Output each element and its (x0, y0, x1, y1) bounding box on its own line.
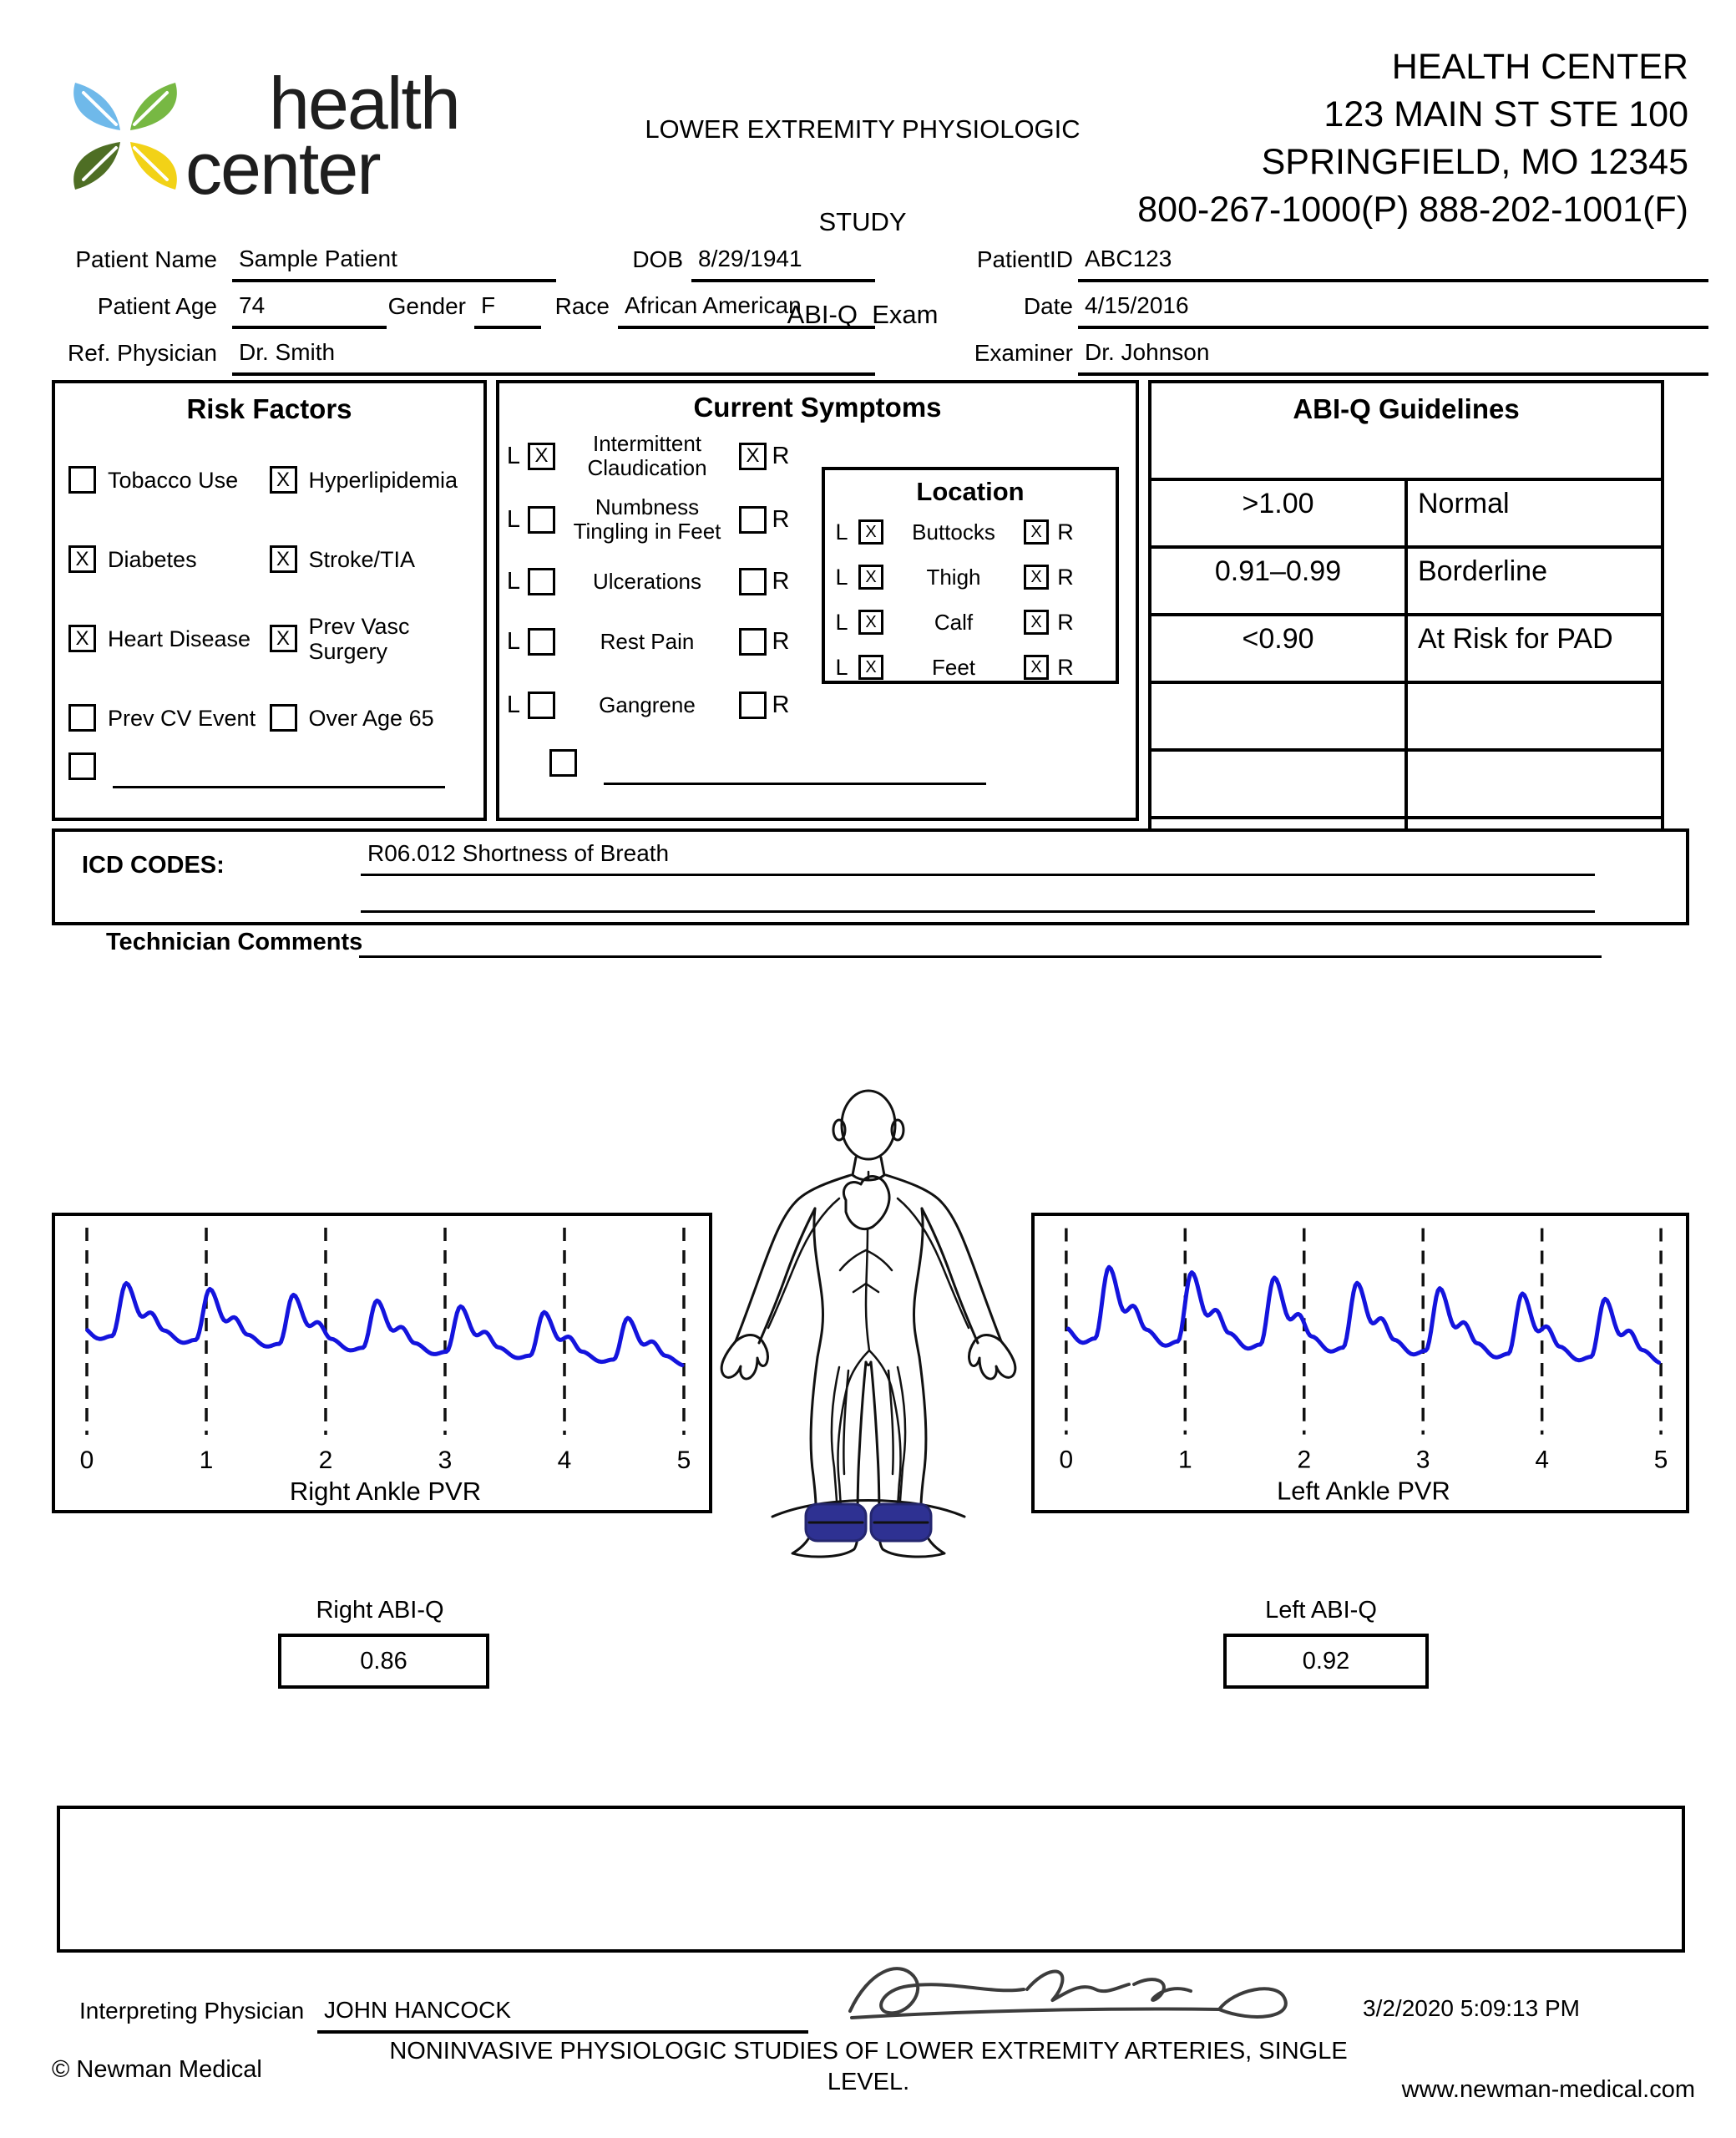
report-title-line2: STUDY (818, 207, 907, 236)
symptom-checkbox-other[interactable] (549, 749, 577, 777)
risk-checkbox-stroke-tia[interactable]: X (270, 545, 297, 573)
risk-other-field[interactable] (113, 752, 445, 788)
icd-line-1[interactable]: R06.012 Shortness of Breath (361, 835, 1595, 876)
symptom-label: Gangrene (599, 692, 696, 717)
symptom-row-numbness-tingling-in-feet (499, 490, 825, 549)
facility-address-block (1069, 43, 1688, 234)
symptom-checkbox-right-ulcerations[interactable] (739, 568, 767, 595)
current-symptoms-box (496, 380, 1139, 821)
guideline-meaning (1406, 750, 1663, 818)
left-abiq-label: Left ABI-Q (1265, 1597, 1377, 1624)
dob-field[interactable]: 8/29/1941 (691, 241, 875, 282)
x-tick-label: 4 (1535, 1446, 1549, 1474)
logo-word-center: center (185, 127, 380, 210)
guideline-range: >1.00 (1150, 479, 1406, 547)
patient-name-field[interactable]: Sample Patient (232, 241, 556, 282)
footer-disclaimer (351, 2036, 1386, 2098)
right-letter: R (1057, 654, 1074, 680)
guideline-row (1150, 479, 1663, 547)
risk-checkbox-diabetes[interactable]: X (68, 545, 96, 573)
report-title-line3: ABI-Q Exam (787, 300, 939, 329)
symptom-checkbox-right-numbness-tingling-in-feet[interactable] (739, 506, 767, 534)
ankle-cuffs (806, 1504, 931, 1541)
chart-title: Left Ankle PVR (1277, 1476, 1450, 1506)
right-letter: R (772, 691, 790, 718)
risk-label: Tobacco Use (108, 467, 239, 493)
x-tick-label: 2 (1297, 1446, 1312, 1474)
risk-item-tobacco-use (68, 466, 270, 494)
icd-codes-label: ICD CODES: (82, 852, 225, 879)
pvr-waveform (1068, 1267, 1658, 1362)
location-checkbox-right-feet[interactable]: X (1024, 655, 1049, 680)
current-symptoms-title: Current Symptoms (693, 392, 942, 423)
risk-item-diabetes (68, 545, 270, 573)
location-title: Location (916, 477, 1025, 506)
x-tick-label: 3 (438, 1446, 453, 1474)
risk-label: Diabetes (108, 546, 197, 572)
symptom-checkbox-left-numbness-tingling-in-feet[interactable] (528, 506, 555, 534)
right-ankle-pvr-chart-box (52, 1213, 712, 1513)
chart-title: Right Ankle PVR (289, 1477, 482, 1506)
risk-checkbox-prev-cv-event[interactable] (68, 704, 96, 732)
right-letter: R (1057, 609, 1074, 635)
x-tick-label: 5 (1653, 1446, 1668, 1474)
abiq-guidelines-title: ABI-Q Guidelines (1150, 382, 1663, 479)
risk-checkbox-tobacco-use[interactable] (68, 466, 96, 494)
facility-phone-line: 800-267-1000(P) 888-202-1001(F) (1137, 190, 1688, 230)
right-ankle-pvr-chart (55, 1216, 709, 1510)
guideline-meaning: Normal (1406, 479, 1663, 547)
x-tick-label: 0 (1059, 1446, 1074, 1474)
risk-item-stroke-tia (270, 545, 471, 573)
report-title-line1: LOWER EXTREMITY PHYSIOLOGIC (645, 114, 1081, 144)
patient-name-label: Patient Name (75, 246, 217, 272)
x-tick-label: 3 (1415, 1446, 1430, 1474)
patient-age-label: Patient Age (97, 293, 217, 319)
right-letter: R (1057, 564, 1074, 590)
left-letter: L (835, 609, 848, 635)
location-checkbox-right-calf[interactable]: X (1024, 610, 1049, 635)
ref-physician-field[interactable]: Dr. Smith (232, 334, 875, 376)
right-abiq-label: Right ABI-Q (316, 1597, 444, 1624)
guideline-row (1150, 750, 1663, 818)
location-checkbox-left-calf[interactable]: X (858, 610, 883, 635)
left-letter: L (506, 627, 521, 655)
symptom-label: Ulcerations (592, 568, 702, 594)
vascular-body-diagram (714, 1082, 1023, 1591)
risk-row (55, 440, 483, 519)
risk-row (55, 519, 483, 599)
risk-item-over-age-65 (270, 704, 471, 732)
guideline-range: 0.91–0.99 (1150, 547, 1406, 615)
risk-item-hyperlipidemia (270, 466, 471, 494)
symptom-checkbox-left-rest-pain[interactable] (528, 628, 555, 656)
race-field[interactable]: African American (618, 287, 875, 329)
symptom-row-ulcerations (499, 552, 825, 610)
risk-checkbox-prev-vasc-surgery[interactable]: X (270, 625, 297, 652)
left-letter: L (506, 505, 521, 533)
examiner-label: Examiner (974, 340, 1073, 366)
guideline-meaning: At Risk for PAD (1406, 615, 1663, 682)
x-tick-label: 1 (199, 1446, 214, 1474)
date-field[interactable]: 4/15/2016 (1078, 287, 1708, 329)
risk-label: Prev CV Event (108, 705, 256, 731)
symptom-row-intermittent-claudication (499, 427, 825, 485)
left-letter: L (835, 654, 848, 680)
risk-factors-box (52, 380, 487, 821)
symptom-label: Rest Pain (600, 628, 695, 654)
icd-line-2[interactable] (361, 875, 1595, 913)
location-box (822, 467, 1119, 684)
risk-label: Heart Disease (108, 626, 251, 651)
risk-row (55, 678, 483, 757)
pvr-waveform (88, 1284, 682, 1365)
guideline-range: <0.90 (1150, 615, 1406, 682)
race-label: Race (554, 293, 610, 319)
location-label: Thigh (926, 564, 981, 590)
location-label: Calf (934, 609, 974, 635)
patient-age-field[interactable]: 74 (232, 287, 387, 329)
risk-checkbox-hyperlipidemia[interactable]: X (270, 466, 297, 494)
health-center-logo-leaves-icon (65, 73, 190, 195)
signature-datetime: 3/2/2020 5:09:13 PM (1363, 1995, 1580, 2021)
x-tick-label: 4 (557, 1446, 572, 1474)
facility-name: HEALTH CENTER (1391, 47, 1688, 87)
left-letter: L (506, 691, 521, 718)
footer-disclaimer-line2: LEVEL. (827, 2069, 910, 2095)
gender-label: Gender (387, 293, 466, 319)
location-checkbox-left-buttocks[interactable]: X (858, 519, 883, 545)
right-letter: R (772, 505, 790, 533)
right-letter: R (772, 442, 790, 469)
guideline-range (1150, 750, 1406, 818)
location-checkbox-left-thigh[interactable]: X (858, 565, 883, 590)
risk-factors-rows (55, 440, 483, 757)
right-letter: R (772, 567, 790, 595)
guideline-range (1150, 682, 1406, 750)
icd-codes-box (52, 828, 1689, 925)
symptom-row-gangrene (499, 676, 825, 734)
physician-signature (827, 1946, 1328, 2042)
risk-item-prev-vasc-surgery (270, 614, 471, 664)
x-tick-label: 1 (1177, 1446, 1192, 1474)
risk-checkbox-over-age-65[interactable] (270, 704, 297, 732)
interpretation-comments-box[interactable] (57, 1806, 1685, 1953)
footer-copyright: © Newman Medical (52, 2056, 262, 2083)
right-abiq-value: 0.86 (278, 1634, 489, 1689)
location-row-feet (825, 649, 1116, 686)
left-ankle-pvr-chart-box (1031, 1213, 1689, 1513)
location-row-calf (825, 604, 1116, 641)
guideline-row (1150, 547, 1663, 615)
symptom-checkbox-right-gangrene[interactable] (739, 692, 767, 719)
risk-item-prev-cv-event (68, 704, 270, 732)
risk-label: Hyperlipidemia (308, 467, 458, 493)
technician-comments-label: Technician Comments (106, 929, 363, 955)
guideline-meaning (1406, 682, 1663, 750)
symptom-checkbox-right-intermittent-claudication[interactable]: X (739, 443, 767, 470)
logo-word-health: health (269, 62, 459, 144)
left-ankle-pvr-chart (1035, 1216, 1686, 1510)
interpreting-physician-label: Interpreting Physician (79, 1998, 305, 2024)
x-tick-label: 5 (676, 1446, 691, 1474)
symptom-row-rest-pain (499, 612, 825, 671)
guideline-row (1150, 682, 1663, 750)
location-checkbox-left-feet[interactable]: X (858, 655, 883, 680)
left-letter: L (835, 519, 848, 545)
facility-address-line1: 123 MAIN ST STE 100 (1324, 94, 1688, 134)
ref-physician-label: Ref. Physician (68, 340, 217, 366)
location-row-buttocks (825, 514, 1116, 550)
patient-id-field[interactable]: ABC123 (1078, 241, 1708, 282)
x-tick-label: 0 (79, 1446, 94, 1474)
footer-disclaimer-line1: NONINVASIVE PHYSIOLOGIC STUDIES OF LOWER EXTREMITY ARTERIES, SINGLE (389, 2038, 1348, 2065)
location-checkbox-right-buttocks[interactable]: X (1024, 519, 1049, 545)
examiner-field[interactable]: Dr. Johnson (1078, 334, 1708, 376)
dob-label: DOB (632, 246, 683, 272)
risk-item-heart-disease (68, 625, 270, 652)
symptom-label: Intermittent Claudication (587, 431, 707, 480)
risk-checkbox-heart-disease[interactable]: X (68, 625, 96, 652)
location-checkbox-right-thigh[interactable]: X (1024, 565, 1049, 590)
abiq-guidelines-body (1150, 479, 1663, 885)
risk-label: Prev Vasc Surgery (308, 613, 410, 664)
right-letter: R (1057, 519, 1074, 545)
gender-field[interactable]: F (474, 287, 541, 329)
guideline-row (1150, 615, 1663, 682)
left-letter: L (835, 564, 848, 590)
symptom-checkbox-left-ulcerations[interactable] (528, 568, 555, 595)
risk-checkbox-other[interactable] (68, 752, 96, 780)
patient-id-label: PatientID (976, 246, 1073, 272)
risk-label: Over Age 65 (308, 705, 434, 731)
guideline-meaning: Borderline (1406, 547, 1663, 615)
abiq-guidelines-table (1148, 380, 1664, 887)
footer-website: www.newman-medical.com (1401, 2076, 1695, 2103)
symptom-checkbox-left-gangrene[interactable] (528, 692, 555, 719)
left-letter: L (506, 442, 521, 469)
left-abiq-value: 0.92 (1223, 1634, 1429, 1689)
symptom-checkbox-left-intermittent-claudication[interactable]: X (528, 443, 555, 470)
location-label: Buttocks (912, 519, 995, 545)
risk-label: Stroke/TIA (308, 546, 416, 572)
risk-factors-title: Risk Factors (186, 393, 352, 424)
right-letter: R (772, 627, 790, 655)
symptom-checkbox-right-rest-pain[interactable] (739, 628, 767, 656)
technician-comments-field[interactable] (359, 919, 1602, 958)
symptom-label: Numbness Tingling in Feet (573, 494, 721, 544)
date-label: Date (1023, 293, 1073, 319)
location-label: Feet (931, 654, 976, 680)
symptom-other-field[interactable] (604, 749, 986, 785)
left-letter: L (506, 567, 521, 595)
risk-row (55, 599, 483, 678)
facility-address-line2: SPRINGFIELD, MO 12345 (1261, 142, 1688, 182)
interpreting-physician-field[interactable]: JOHN HANCOCK (317, 1992, 808, 2034)
x-tick-label: 2 (318, 1446, 333, 1474)
location-row-thigh (825, 559, 1116, 595)
